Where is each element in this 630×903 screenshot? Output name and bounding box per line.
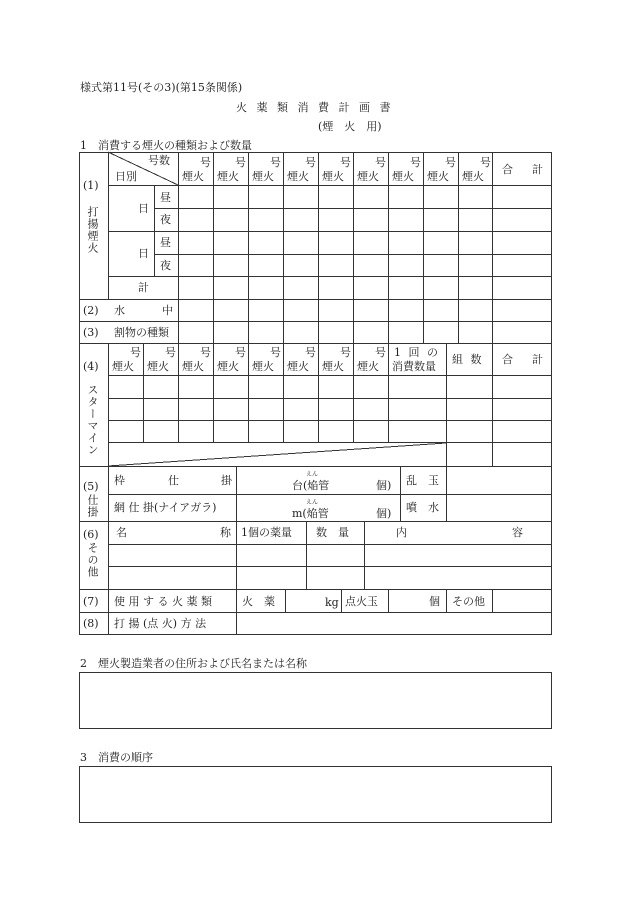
row1-col-7-bottom: 煙火 — [392, 170, 414, 183]
row1-col-8-bottom: 煙火 — [427, 170, 449, 183]
corner-bottom-label: 日別 — [115, 170, 137, 183]
qty-header: 数 量 — [316, 526, 349, 539]
row1-col-1-bottom: 煙火 — [182, 170, 204, 183]
launch-method-field[interactable] — [237, 612, 551, 634]
content-b: 容 — [512, 526, 523, 539]
m-label: m(焔管 — [292, 507, 329, 520]
section2-heading: 2 煙火製造業者の住所および氏名または名称 — [80, 657, 307, 670]
row1-col-2-bottom: 煙火 — [217, 170, 239, 183]
row1-col-9-bottom: 煙火 — [462, 170, 484, 183]
qty-per-header: 1個の薬量 — [241, 526, 292, 539]
row4-col-2-top: 号 — [165, 346, 176, 359]
row4-total-header: 合 計 — [502, 353, 547, 366]
row1-col-1-top: 号 — [200, 156, 211, 169]
row4-col-6-top: 号 — [305, 346, 316, 359]
waku-2: 仕 — [168, 474, 179, 487]
dai-label: 台(焔管 — [292, 479, 330, 492]
page-subtitle: (煙 火 用) — [318, 120, 382, 133]
row1-col-5-top: 号 — [340, 156, 351, 169]
page-title: 火 薬 類 消 費 計 画 書 — [236, 101, 394, 114]
day-label-2: 日 — [138, 247, 149, 260]
row1-col-4-bottom: 煙火 — [287, 170, 309, 183]
row4-col-7-top: 号 — [340, 346, 351, 359]
row1-col-4-top: 号 — [305, 156, 316, 169]
row1-col-8-top: 号 — [445, 156, 456, 169]
row4-col-5-top: 号 — [270, 346, 281, 359]
night-label-2: 夜 — [160, 259, 171, 272]
kayaku-label: 火 薬 — [242, 595, 275, 608]
content-a: 内 — [396, 526, 407, 539]
day-label-1: 日 — [138, 202, 149, 215]
row5-vertical-label: 仕掛 — [86, 494, 99, 518]
form-number: 様式第11号(その3)(第15条関係) — [80, 81, 243, 94]
row7-number: (7) — [83, 595, 99, 608]
row6-vertical-label: その他 — [86, 542, 99, 578]
dai-end: 個) — [376, 479, 392, 492]
m-end: 個) — [376, 507, 392, 520]
noon-label-1: 昼 — [160, 191, 171, 204]
row6-number: (6) — [83, 528, 99, 541]
row2-label-a: 水 — [114, 304, 125, 317]
row7-label: 使 用 す る 火 薬 類 — [114, 595, 212, 608]
row1-total-header: 合 計 — [502, 163, 547, 176]
row4-vertical-label: スターマイン — [86, 384, 99, 456]
row4-col-3-top: 号 — [200, 346, 211, 359]
row4-col-1-top: 号 — [130, 346, 141, 359]
waku-3: 掛 — [221, 474, 232, 487]
funsui-label: 噴 水 — [406, 501, 439, 514]
ranpo-label: 乱 玉 — [406, 474, 439, 487]
row1-col-2-top: 号 — [235, 156, 246, 169]
row2-label-b: 中 — [162, 304, 173, 317]
row5-number: (5) — [83, 480, 99, 493]
section1-heading: 1 消費する煙火の種類および数量 — [80, 139, 252, 152]
row1-col-9-top: 号 — [480, 156, 491, 169]
row4-col-4-top: 号 — [235, 346, 246, 359]
row3-number: (3) — [83, 326, 99, 339]
waku-1: 枠 — [114, 474, 125, 487]
row4-col-4-bottom: 煙火 — [217, 360, 239, 373]
row4-col-1-bottom: 煙火 — [112, 360, 134, 373]
row4-col-6-bottom: 煙火 — [287, 360, 309, 373]
noon-label-2: 昼 — [160, 236, 171, 249]
row4-number: (4) — [83, 360, 99, 373]
corner-top-label: 号数 — [148, 154, 170, 167]
sets-header: 組 数 — [452, 353, 484, 366]
row1-col-6-top: 号 — [375, 156, 386, 169]
row1-vertical-label: 打揚煙火 — [86, 206, 99, 254]
manufacturer-field[interactable] — [79, 672, 552, 729]
consumption-order-field[interactable] — [79, 766, 552, 823]
section3-heading: 3 消費の順序 — [80, 751, 153, 764]
row8-label: 打 揚 (点 火) 方 法 — [114, 617, 207, 630]
row1-col-7-top: 号 — [410, 156, 421, 169]
kg-unit: kg — [325, 596, 339, 609]
row3-label: 割物の種類 — [114, 326, 169, 339]
row1-number: (1) — [83, 179, 99, 192]
row1-col-3-bottom: 煙火 — [252, 170, 274, 183]
row1-col-3-top: 号 — [270, 156, 281, 169]
per-once-bottom: 消費数量 — [392, 360, 436, 373]
other-label: その他 — [452, 595, 485, 608]
row1-col-6-bottom: 煙火 — [357, 170, 379, 183]
row4-col-2-bottom: 煙火 — [147, 360, 169, 373]
row4-col-7-bottom: 煙火 — [322, 360, 344, 373]
row8-number: (8) — [83, 617, 99, 630]
ruby-en-2: えん — [306, 499, 319, 506]
per-once-top: 1 回 の — [394, 346, 440, 359]
row1-col-5-bottom: 煙火 — [322, 170, 344, 183]
row4-col-3-bottom: 煙火 — [182, 360, 204, 373]
sum-label: 計 — [138, 281, 149, 294]
ami-label: 網 仕 掛(ナイアガラ) — [114, 501, 217, 514]
name-a: 名 — [116, 526, 127, 539]
ko-unit: 個 — [429, 595, 440, 608]
tenka-label: 点火玉 — [345, 595, 378, 608]
row2-number: (2) — [83, 304, 99, 317]
name-b: 称 — [220, 526, 231, 539]
row4-col-8-bottom: 煙火 — [357, 360, 379, 373]
ruby-en-1: えん — [306, 471, 319, 478]
row4-col-8-top: 号 — [375, 346, 386, 359]
row4-col-5-bottom: 煙火 — [252, 360, 274, 373]
night-label-1: 夜 — [160, 213, 171, 226]
